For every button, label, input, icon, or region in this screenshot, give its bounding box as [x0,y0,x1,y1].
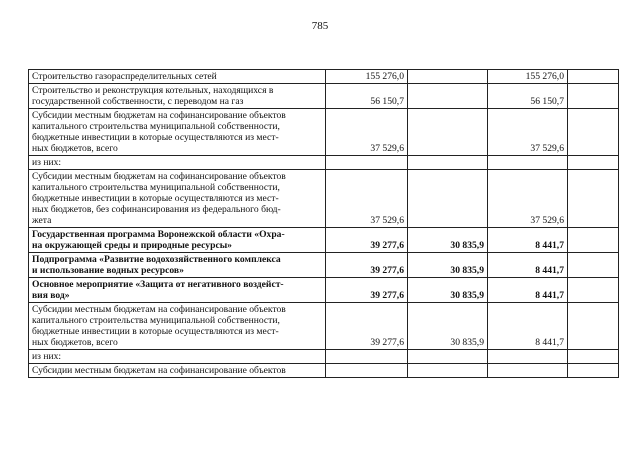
total-amount-cell: 155 276,0 [326,70,408,84]
description-line: Основное мероприятие «Защита от негативного воздейст- [32,279,284,290]
regional-amount-cell: 8 441,7 [488,278,568,303]
federal-amount-cell: 30 835,9 [408,278,488,303]
table-row [29,109,619,156]
empty-cell [568,84,619,109]
federal-amount-cell [408,170,488,228]
federal-amount-cell [408,84,488,109]
empty-cell [568,170,619,228]
description-line: Подпрограмма «Развитие водохозяйственного комплекса [32,254,281,265]
table-row [29,170,619,228]
budget-table [28,69,619,378]
description-line: бюджетные инвестиции в которые осуществляются из мест- [32,326,279,337]
federal-amount-cell [408,156,488,170]
budget-table-body [29,70,619,378]
row-description [29,278,326,303]
row-description [29,350,326,364]
empty-cell [568,253,619,278]
total-amount-cell [326,364,408,378]
total-amount-cell [326,350,408,364]
description-line: капитального строительства муниципальной собственности, [32,182,280,193]
empty-cell [568,278,619,303]
description-line: из них: [32,351,62,362]
description-line: Субсидии местным бюджетам на софинансирование объектов [32,171,286,182]
total-amount-cell [326,156,408,170]
regional-amount-cell [488,350,568,364]
description-line: Субсидии местным бюджетам на софинансирование объектов [32,110,286,121]
description-line: ных бюджетов, без софинансирования из федерального бюд- [32,204,281,215]
regional-amount-cell: 8 441,7 [488,303,568,350]
federal-amount-cell [408,109,488,156]
description-line: на окружающей среды и природные ресурсы» [32,240,232,251]
description-line: Субсидии местным бюджетам на софинансирование объектов [32,365,286,376]
table-row [29,70,619,84]
federal-amount-cell [408,364,488,378]
table-row [29,303,619,350]
description-line: ных бюджетов, всего [32,143,118,154]
empty-cell [568,303,619,350]
description-line: бюджетные инвестиции в которые осуществляются из мест- [32,132,279,143]
description-line: капитального строительства муниципальной собственности, [32,315,280,326]
federal-amount-cell [408,70,488,84]
row-description [29,156,326,170]
table-row [29,156,619,170]
description-line: жета [32,215,52,226]
description-line: капитального строительства муниципальной собственности, [32,121,280,132]
federal-amount-cell: 30 835,9 [408,303,488,350]
description-line: из них: [32,157,62,168]
row-description [29,303,326,350]
description-line: Государственная программа Воронежской области «Охра- [32,229,285,240]
table-row [29,253,619,278]
description-line: ных бюджетов, всего [32,337,118,348]
row-description [29,364,326,378]
total-amount-cell: 39 277,6 [326,303,408,350]
table-row [29,364,619,378]
regional-amount-cell: 56 150,7 [488,84,568,109]
description-line: Строительство газораспределительных сетей [32,71,217,82]
regional-amount-cell: 37 529,6 [488,170,568,228]
description-line: бюджетные инвестиции в которые осуществляются из мест- [32,193,279,204]
empty-cell [568,156,619,170]
row-description [29,228,326,253]
total-amount-cell: 39 277,6 [326,228,408,253]
empty-cell [568,364,619,378]
empty-cell [568,228,619,253]
table-row [29,350,619,364]
regional-amount-cell [488,156,568,170]
total-amount-cell: 56 150,7 [326,84,408,109]
row-description [29,109,326,156]
table-row [29,228,619,253]
regional-amount-cell: 155 276,0 [488,70,568,84]
total-amount-cell: 39 277,6 [326,253,408,278]
description-line: и использование водных ресурсов» [32,265,184,276]
empty-cell [568,70,619,84]
regional-amount-cell [488,364,568,378]
page-number: 785 [311,20,329,32]
regional-amount-cell: 8 441,7 [488,253,568,278]
federal-amount-cell: 30 835,9 [408,253,488,278]
empty-cell [568,109,619,156]
total-amount-cell: 37 529,6 [326,109,408,156]
table-row [29,278,619,303]
regional-amount-cell: 8 441,7 [488,228,568,253]
total-amount-cell: 39 277,6 [326,278,408,303]
row-description [29,84,326,109]
total-amount-cell: 37 529,6 [326,170,408,228]
description-line: Строительство и реконструкция котельных, находящихся в [32,85,274,96]
row-description [29,253,326,278]
row-description [29,170,326,228]
description-line: вия вод» [32,290,70,301]
row-description [29,70,326,84]
description-line: Субсидии местным бюджетам на софинансирование объектов [32,304,286,315]
table-row [29,84,619,109]
federal-amount-cell: 30 835,9 [408,228,488,253]
description-line: государственной собственности, с переводом на газ [32,96,244,107]
regional-amount-cell: 37 529,6 [488,109,568,156]
federal-amount-cell [408,350,488,364]
empty-cell [568,350,619,364]
